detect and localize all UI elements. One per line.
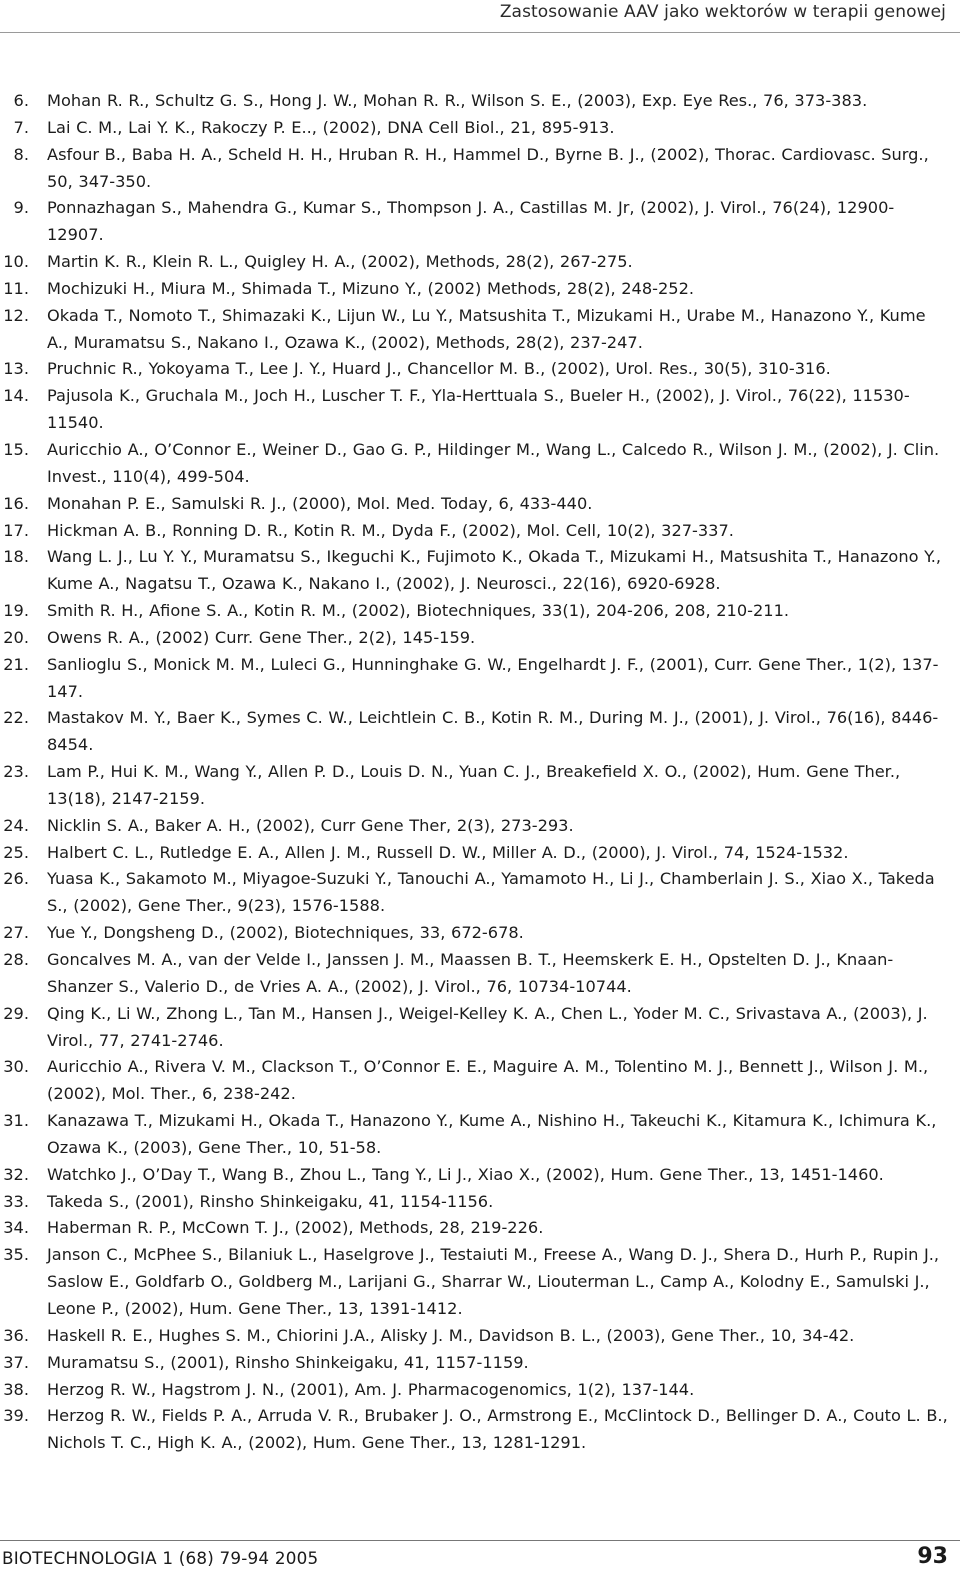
reference-number: 20. — [3, 627, 29, 647]
running-header: Zastosowanie AAV jako wektorów w terapii genowej — [499, 2, 946, 22]
reference-item — [0, 1215, 960, 1242]
reference-text: Haberman R. P., McCown T. J., (2002), Methods, 28, 219-226. — [47, 1218, 544, 1238]
reference-item — [0, 625, 960, 652]
reference-item — [0, 544, 960, 598]
reference-item — [0, 1189, 960, 1216]
reference-number: 35. — [3, 1245, 29, 1265]
reference-number: 27. — [3, 923, 29, 943]
reference-text: Takeda S., (2001), Rinsho Shinkeigaku, 41, 1154-1156. — [47, 1191, 494, 1211]
reference-item — [0, 249, 960, 276]
reference-item — [0, 1323, 960, 1350]
reference-item — [0, 947, 960, 1001]
reference-number: 37. — [3, 1352, 29, 1372]
reference-number: 15. — [3, 439, 29, 459]
reference-text: Ponnazhagan S., Mahendra G., Kumar S., Thompson J. A., Castillas M. Jr, (2002), J. Virol., 76(24), 12900-12907. — [47, 198, 895, 245]
reference-item — [0, 920, 960, 947]
reference-number: 22. — [3, 708, 29, 728]
reference-number: 10. — [3, 252, 29, 272]
reference-number: 18. — [3, 547, 29, 567]
reference-item — [0, 1054, 960, 1108]
reference-number: 26. — [3, 869, 29, 889]
reference-item — [0, 1001, 960, 1055]
reference-text: Monahan P. E., Samulski R. J., (2000), Mol. Med. Today, 6, 433-440. — [47, 493, 593, 513]
reference-text: Auricchio A., O’Connor E., Weiner D., Gao G. P., Hildinger M., Wang L., Calcedo R., Wilson J. M., (2002), J. Clin. Invest., 110(4), 499-504. — [47, 439, 940, 486]
reference-number: 34. — [3, 1218, 29, 1238]
reference-text: Watchko J., O’Day T., Wang B., Zhou L., Tang Y., Li J., Xiao X., (2002), Hum. Gene Ther., 13, 1451-1460. — [47, 1164, 884, 1184]
reference-text: Haskell R. E., Hughes S. M., Chiorini J.A., Alisky J. M., Davidson B. L., (2003), Gene Ther., 10, 34-42. — [47, 1325, 855, 1345]
reference-item — [0, 705, 960, 759]
reference-item — [0, 759, 960, 813]
reference-item — [0, 518, 960, 545]
reference-item — [0, 1377, 960, 1404]
reference-list — [0, 88, 960, 1457]
footer-divider — [0, 1540, 960, 1541]
reference-number: 30. — [3, 1057, 29, 1077]
reference-number: 21. — [3, 654, 29, 674]
reference-number: 17. — [3, 520, 29, 540]
reference-item — [0, 115, 960, 142]
reference-number: 12. — [3, 305, 29, 325]
reference-text: Smith R. H., Afione S. A., Kotin R. M., (2002), Biotechniques, 33(1), 204-206, 208, 210-211. — [47, 601, 790, 621]
reference-text: Halbert C. L., Rutledge E. A., Allen J. M., Russell D. W., Miller A. D., (2000), J. Virol., 74, 1524-1532. — [47, 842, 849, 862]
reference-number: 31. — [3, 1111, 29, 1131]
reference-text: Mastakov M. Y., Baer K., Symes C. W., Leichtlein C. B., Kotin R. M., During M. J., (2001), J. Virol., 76(16), 8446-8454. — [47, 708, 939, 755]
reference-item — [0, 303, 960, 357]
reference-text: Okada T., Nomoto T., Shimazaki K., Lijun W., Lu Y., Matsushita T., Mizukami H., Urabe M., Hanazono Y., Kume A., Muramatsu S., Nakano I., Ozawa K., (2002), Methods, 28(2), 237-247. — [47, 305, 926, 352]
reference-item — [0, 1162, 960, 1189]
reference-item — [0, 142, 960, 196]
reference-text: Mochizuki H., Miura M., Shimada T., Mizuno Y., (2002) Methods, 28(2), 248-252. — [47, 278, 695, 298]
reference-item — [0, 195, 960, 249]
reference-text: Kanazawa T., Mizukami H., Okada T., Hanazono Y., Kume A., Nishino H., Takeuchi K., Kitamura K., Ichimura K., Ozawa K., (2003), Gene Ther., 10, 51-58. — [47, 1111, 937, 1157]
reference-number: 8. — [13, 144, 29, 164]
reference-text: Janson C., McPhee S., Bilaniuk L., Haselgrove J., Testaiuti M., Freese A., Wang D. J., Shera D., Hurh P., Rupin J., Saslow E., Goldfarb O., Goldberg M., Larijani G., Sharrar W., Liouterman L., Camp A., Kolodny E., Samulski J., Leone P., (2002), Hum. Gene Ther., 13, 1391-1412. — [47, 1245, 940, 1318]
reference-text: Auricchio A., Rivera V. M., Clackson T., O’Connor E. E., Maguire A. M., Tolentino M. J., Bennett J., Wilson J. M., (2002), Mol. Ther., 6, 238-242. — [47, 1057, 929, 1104]
reference-text: Owens R. A., (2002) Curr. Gene Ther., 2(2), 145-159. — [47, 627, 476, 647]
reference-item — [0, 1108, 960, 1162]
reference-number: 7. — [13, 117, 29, 137]
reference-text: Herzog R. W., Fields P. A., Arruda V. R., Brubaker J. O., Armstrong E., McClintock D., Bellinger D. A., Couto L. B., Nichols T. C., High K. A., (2002), Hum. Gene Ther., 13, 1281-1291. — [47, 1406, 948, 1453]
reference-item — [0, 88, 960, 115]
reference-number: 29. — [3, 1003, 29, 1023]
reference-number: 9. — [13, 198, 29, 218]
reference-text: Lam P., Hui K. M., Wang Y., Allen P. D., Louis D. N., Yuan C. J., Breakefield X. O., (2002), Hum. Gene Ther., 13(18), 2147-2159. — [47, 762, 901, 808]
reference-text: Herzog R. W., Hagstrom J. N., (2001), Am. J. Pharmacogenomics, 1(2), 137-144. — [47, 1379, 695, 1399]
reference-number: 32. — [3, 1164, 29, 1184]
reference-number: 38. — [3, 1379, 29, 1399]
reference-number: 13. — [3, 359, 29, 379]
reference-text: Martin K. R., Klein R. L., Quigley H. A., (2002), Methods, 28(2), 267-275. — [47, 252, 633, 272]
reference-text: Lai C. M., Lai Y. K., Rakoczy P. E.., (2002), DNA Cell Biol., 21, 895-913. — [47, 117, 615, 137]
reference-item — [0, 356, 960, 383]
reference-text: Sanlioglu S., Monick M. M., Luleci G., Hunninghake G. W., Engelhardt J. F., (2001), Curr. Gene Ther., 1(2), 137-147. — [47, 654, 939, 701]
reference-item — [0, 652, 960, 706]
reference-text: Goncalves M. A., van der Velde I., Janssen J. M., Maassen B. T., Heemskerk E. H., Opstelten D. J., Knaan-Shanzer S., Valerio D., de Vries A. A., (2002), J. Virol., 76, 10734-10744. — [47, 950, 894, 996]
reference-item — [0, 1403, 960, 1457]
reference-item — [0, 1350, 960, 1377]
reference-text: Qing K., Li W., Zhong L., Tan M., Hansen J., Weigel-Kelley K. A., Chen L., Yoder M. C., Srivastava A., (2003), J. Virol., 77, 2741-2746. — [47, 1003, 928, 1050]
reference-number: 39. — [3, 1406, 29, 1426]
reference-text: Pajusola K., Gruchala M., Joch H., Luscher T. F., Yla-Herttuala S., Bueler H., (2002), J. Virol., 76(22), 11530-11540. — [47, 386, 910, 433]
reference-item — [0, 1242, 960, 1323]
reference-text: Yuasa K., Sakamoto M., Miyagoe-Suzuki Y., Tanouchi A., Yamamoto H., Li J., Chamberlain J. S., Xiao X., Takeda S., (2002), Gene Ther., 9(23), 1576-1588. — [47, 869, 935, 916]
reference-item — [0, 383, 960, 437]
reference-number: 11. — [3, 278, 29, 298]
reference-item — [0, 437, 960, 491]
reference-number: 36. — [3, 1325, 29, 1345]
page-number: 93 — [917, 1544, 948, 1569]
reference-number: 6. — [13, 91, 29, 110]
reference-number: 19. — [3, 601, 29, 621]
reference-text: Hickman A. B., Ronning D. R., Kotin R. M., Dyda F., (2002), Mol. Cell, 10(2), 327-337. — [47, 520, 734, 540]
reference-number: 25. — [3, 842, 29, 862]
reference-text: Nicklin S. A., Baker A. H., (2002), Curr Gene Ther, 2(3), 273-293. — [47, 815, 574, 835]
reference-item — [0, 813, 960, 840]
journal-citation: BIOTECHNOLOGIA 1 (68) 79-94 2005 — [2, 1548, 319, 1568]
reference-item — [0, 866, 960, 920]
reference-number: 14. — [3, 386, 29, 406]
reference-number: 28. — [3, 950, 29, 969]
reference-text: Wang L. J., Lu Y. Y., Muramatsu S., Ikeguchi K., Fujimoto K., Okada T., Mizukami H., Matsushita T., Hanazono Y., Kume A., Nagatsu T., Ozawa K., Nakano I., (2002), J. Neurosci., 22(16), 6920-6928. — [47, 547, 942, 594]
reference-item — [0, 491, 960, 518]
reference-number: 24. — [3, 815, 29, 835]
reference-text: Mohan R. R., Schultz G. S., Hong J. W., Mohan R. R., Wilson S. E., (2003), Exp. Eye Res., 76, 373-383. — [47, 91, 868, 110]
header-divider — [0, 32, 960, 33]
reference-text: Asfour B., Baba H. A., Scheld H. H., Hruban R. H., Hammel D., Byrne B. J., (2002), Thorac. Cardiovasc. Surg., 50, 347-350. — [47, 144, 929, 191]
reference-text: Pruchnic R., Yokoyama T., Lee J. Y., Huard J., Chancellor M. B., (2002), Urol. Res., 30(5), 310-316. — [47, 359, 831, 379]
reference-number: 33. — [3, 1191, 29, 1211]
reference-text: Yue Y., Dongsheng D., (2002), Biotechniques, 33, 672-678. — [47, 923, 524, 943]
reference-item — [0, 840, 960, 867]
reference-item — [0, 276, 960, 303]
reference-number: 23. — [3, 762, 29, 782]
reference-item — [0, 598, 960, 625]
reference-number: 16. — [3, 493, 29, 513]
reference-text: Muramatsu S., (2001), Rinsho Shinkeigaku, 41, 1157-1159. — [47, 1352, 529, 1372]
